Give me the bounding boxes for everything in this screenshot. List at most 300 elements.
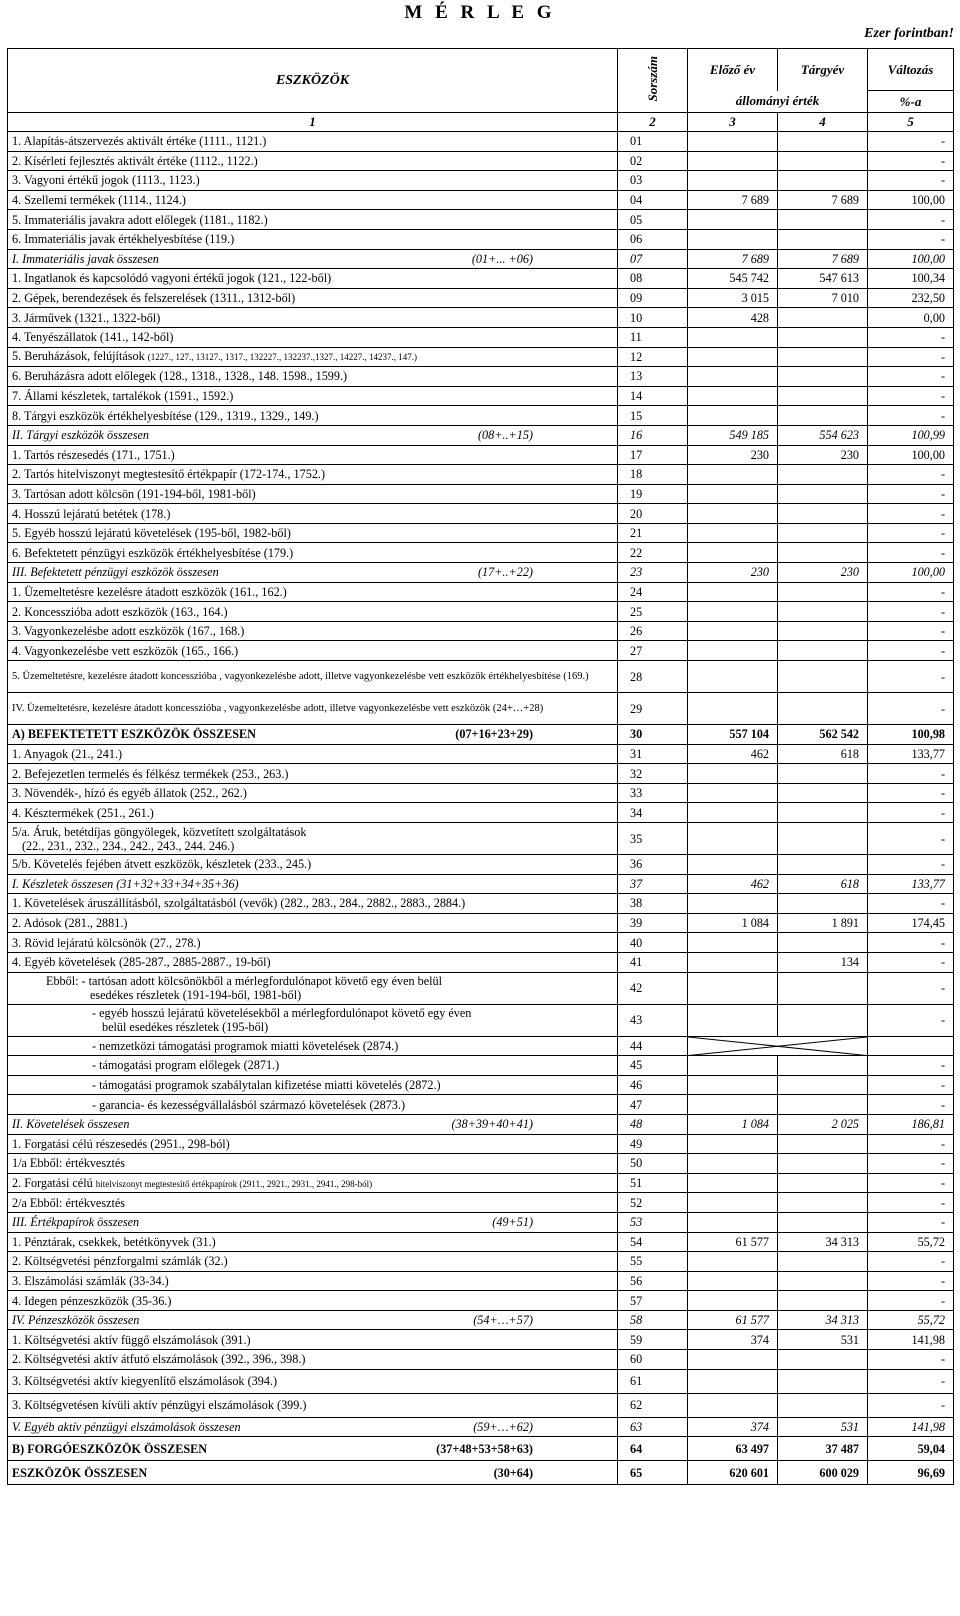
- table-row: [8, 725, 954, 745]
- change-percent: 141,98: [868, 1330, 954, 1350]
- row-label: 1/a Ebből: értékvesztés: [12, 1156, 126, 1171]
- prev-year-value: 1 084: [688, 1114, 778, 1134]
- row-label-cell: [8, 1271, 618, 1291]
- row-label-cell: [8, 874, 618, 894]
- row-label-cell: [8, 803, 618, 823]
- table-row: [8, 1369, 954, 1393]
- prev-year-value: 549 185: [688, 425, 778, 445]
- row-label: 2. Koncesszióba adott eszközök (163., 164.): [12, 604, 228, 619]
- row-label-cell: [8, 602, 618, 622]
- row-number: 61: [618, 1369, 688, 1393]
- change-percent: -: [868, 641, 954, 661]
- row-label: 2. Tartós hitelviszonyt megtestesítő értékpapír (172-174., 1752.): [12, 467, 326, 482]
- row-label: 5. Üzemeltetésre, kezelésre átadott koncesszióba , vagyonkezelésbe adott, illetve vagyonkezelésbe vett eszközök értékhelyesbítése (169.): [12, 670, 589, 682]
- row-label-cell: [8, 972, 618, 1004]
- row-formula: (08+..+15): [477, 428, 533, 443]
- table-row: [8, 764, 954, 784]
- row-label-cell: [8, 308, 618, 328]
- change-percent: -: [868, 1004, 954, 1036]
- table-row: [8, 1075, 954, 1095]
- table-row: [8, 406, 954, 426]
- current-year-value: [778, 933, 868, 953]
- table-row: [8, 874, 954, 894]
- row-label-cell: [8, 764, 618, 784]
- row-number: 27: [618, 641, 688, 661]
- row-label: 2. Költségvetési pénzforgalmi számlák (32.): [12, 1254, 228, 1269]
- current-year-value: [778, 894, 868, 914]
- row-number: 30: [618, 725, 688, 745]
- change-percent: -: [868, 1075, 954, 1095]
- row-label: 1. Üzemeltetésre kezelésre átadott eszközök (161., 162.): [12, 584, 287, 599]
- table-row: [8, 1154, 954, 1174]
- row-number: 57: [618, 1291, 688, 1311]
- table-row: [8, 1173, 954, 1193]
- table-row: [8, 1056, 954, 1076]
- prev-year-value: [688, 171, 778, 191]
- current-year-value: [778, 1154, 868, 1174]
- row-number: 47: [618, 1095, 688, 1115]
- row-label: 4. Hosszú lejáratú betétek (178.): [12, 506, 171, 521]
- current-year-value: [778, 1393, 868, 1417]
- current-year-value: 34 313: [778, 1232, 868, 1252]
- prev-year-value: 374: [688, 1417, 778, 1437]
- change-percent: -: [868, 693, 954, 725]
- row-label-cell: [8, 1461, 618, 1485]
- prev-year-value: 545 742: [688, 269, 778, 289]
- row-label-cell: [8, 484, 618, 504]
- table-row: [8, 543, 954, 563]
- row-label-cell: [8, 823, 618, 855]
- prev-year-value: [688, 602, 778, 622]
- prev-year-value: [688, 465, 778, 485]
- row-label-small: (1227., 127., 13127., 1317., 132227., 132237.,1327., 14227., 14237., 147.): [147, 352, 417, 363]
- prev-year-value: [688, 327, 778, 347]
- prev-year-value: [688, 543, 778, 563]
- table-row: [8, 1252, 954, 1272]
- prev-year-value: [688, 641, 778, 661]
- row-label-cell: [8, 347, 618, 367]
- current-year-value: [778, 1252, 868, 1272]
- table-row: [8, 933, 954, 953]
- change-percent: 186,81: [868, 1114, 954, 1134]
- change-percent: -: [868, 783, 954, 803]
- change-percent: -: [868, 151, 954, 171]
- change-percent: -: [868, 1134, 954, 1154]
- prev-year-value: [688, 1271, 778, 1291]
- change-percent: 100,34: [868, 269, 954, 289]
- row-label: I. Immateriális javak összesen: [12, 251, 159, 266]
- change-percent: -: [868, 484, 954, 504]
- current-year-value: [778, 641, 868, 661]
- table-row: [8, 465, 954, 485]
- row-number: 08: [618, 269, 688, 289]
- prev-year-value: [688, 661, 778, 693]
- row-label: 2. Kísérleti fejlesztés aktivált értéke (1112., 1122.): [12, 153, 258, 168]
- prev-year-value: 7 689: [688, 249, 778, 269]
- row-label: 3. Vagyoni értékű jogok (1113., 1123.): [12, 173, 200, 188]
- table-row: [8, 1437, 954, 1461]
- table-row: [8, 855, 954, 875]
- current-year-value: [778, 210, 868, 230]
- row-number: 07: [618, 249, 688, 269]
- prev-year-value: [688, 523, 778, 543]
- row-label-cell: [8, 269, 618, 289]
- row-label: I. Készletek összesen (31+32+33+34+35+36): [12, 876, 239, 891]
- change-percent: 55,72: [868, 1310, 954, 1330]
- row-label: 4. Vagyonkezelésbe vett eszközök (165., 166.): [12, 643, 239, 658]
- row-label: 6. Immateriális javak értékhelyesbítése (119.): [12, 232, 235, 247]
- prev-year-value: 61 577: [688, 1232, 778, 1252]
- change-percent: -: [868, 327, 954, 347]
- row-number: 42: [618, 972, 688, 1004]
- current-year-value: [778, 132, 868, 152]
- change-percent: [868, 1036, 954, 1056]
- row-label-cell: [8, 661, 618, 693]
- current-year-value: [778, 229, 868, 249]
- header-elozo-ev: Előző év: [688, 49, 778, 91]
- change-percent: -: [868, 386, 954, 406]
- row-label: 2. Befejezetlen termelés és félkész termékek (253., 263.): [12, 766, 289, 781]
- row-number: 02: [618, 151, 688, 171]
- current-year-value: [778, 972, 868, 1004]
- row-number: 54: [618, 1232, 688, 1252]
- row-label-cell: [8, 543, 618, 563]
- current-year-value: [778, 602, 868, 622]
- row-label-cell: [8, 563, 618, 583]
- row-number: 63: [618, 1417, 688, 1437]
- row-label-cell: [8, 523, 618, 543]
- change-percent: -: [868, 855, 954, 875]
- current-year-value: 37 487: [778, 1437, 868, 1461]
- row-label-cell: [8, 229, 618, 249]
- current-year-value: [778, 504, 868, 524]
- row-label: 3. Tartósan adott kölcsön (191-194-ből, 1981-ből): [12, 486, 256, 501]
- prev-year-value: [688, 1173, 778, 1193]
- row-label-cell: [8, 582, 618, 602]
- row-number: 19: [618, 484, 688, 504]
- row-label: 5. Egyéb hosszú lejáratú követelések (195-ből, 1982-ből): [12, 526, 291, 541]
- change-percent: -: [868, 1271, 954, 1291]
- current-year-value: [778, 1271, 868, 1291]
- row-label: 1. Pénztárak, csekkek, betétkönyvek (31.): [12, 1234, 216, 1249]
- row-label: 6. Befektetett pénzügyi eszközök értékhelyesbítése (179.): [12, 545, 294, 560]
- table-row: [8, 1271, 954, 1291]
- row-label: 1. Anyagok (21., 241.): [12, 746, 123, 761]
- row-label: 1. Ingatlanok és kapcsolódó vagyoni értékű jogok (121., 122-ből): [12, 271, 332, 286]
- row-label-cell: [8, 171, 618, 191]
- prev-year-value: [688, 1193, 778, 1213]
- row-number: 41: [618, 952, 688, 972]
- change-percent: -: [868, 1212, 954, 1232]
- row-label: - garancia- és kezességvállalásból származó követelések (2873.): [92, 1097, 406, 1112]
- row-number: 09: [618, 288, 688, 308]
- unit-note: Ezer forintban!: [864, 26, 954, 41]
- row-label: 1. Tartós részesedés (171., 1751.): [12, 447, 175, 462]
- row-label-cell: [8, 1310, 618, 1330]
- cross-mark-icon: [688, 1037, 867, 1056]
- row-number: 33: [618, 783, 688, 803]
- row-label: V. Egyéb aktív pénzügyi elszámolások összesen: [12, 1419, 241, 1434]
- change-percent: 100,00: [868, 190, 954, 210]
- row-label: 4. Késztermékek (251., 261.): [12, 805, 154, 820]
- prev-year-value: [688, 1154, 778, 1174]
- table-row: [8, 1212, 954, 1232]
- row-label: B) FORGÓESZKÖZÖK ÖSSZESEN: [12, 1441, 208, 1456]
- prev-year-value: [688, 386, 778, 406]
- current-year-value: 2 025: [778, 1114, 868, 1134]
- row-label-cell: [8, 1075, 618, 1095]
- table-row: [8, 445, 954, 465]
- header-num-4: 4: [778, 113, 868, 132]
- change-percent: -: [868, 1056, 954, 1076]
- table-row: [8, 1193, 954, 1213]
- prev-year-value: 462: [688, 874, 778, 894]
- current-year-value: [778, 406, 868, 426]
- change-percent: -: [868, 132, 954, 152]
- change-percent: 96,69: [868, 1461, 954, 1485]
- table-row: [8, 1330, 954, 1350]
- current-year-value: [778, 1056, 868, 1076]
- header-num-1: 1: [8, 113, 618, 132]
- row-label-cell: [8, 1232, 618, 1252]
- change-percent: -: [868, 1173, 954, 1193]
- row-number: 38: [618, 894, 688, 914]
- prev-year-value: 63 497: [688, 1437, 778, 1461]
- row-label: 3. Növendék-, hízó és egyéb állatok (252., 262.): [12, 786, 247, 801]
- prev-year-value: 230: [688, 445, 778, 465]
- current-year-value: [778, 803, 868, 823]
- table-row: [8, 1461, 954, 1485]
- change-percent: -: [868, 602, 954, 622]
- row-label: 4. Idegen pénzeszközök (35-36.): [12, 1293, 172, 1308]
- row-number: 14: [618, 386, 688, 406]
- prev-year-value: [688, 783, 778, 803]
- change-percent: 0,00: [868, 308, 954, 328]
- prev-year-value: [688, 693, 778, 725]
- row-number: 51: [618, 1173, 688, 1193]
- row-number: 62: [618, 1393, 688, 1417]
- row-number: 06: [618, 229, 688, 249]
- row-label-cell: [8, 1291, 618, 1311]
- table-row: [8, 269, 954, 289]
- row-label-cell: [8, 1173, 618, 1193]
- row-label: III. Befektetett pénzügyi eszközök összesen: [12, 565, 219, 580]
- table-row: [8, 327, 954, 347]
- current-year-value: [778, 764, 868, 784]
- row-label: 2/a Ebből: értékvesztés: [12, 1195, 126, 1210]
- row-number: 18: [618, 465, 688, 485]
- row-formula: (37+48+53+58+63): [436, 1441, 533, 1456]
- prev-year-value: [688, 1393, 778, 1417]
- header-sorszam-label: Sorszám: [644, 56, 660, 102]
- current-year-value: [778, 1173, 868, 1193]
- header-valtozas: Változás: [868, 49, 954, 91]
- header-num-2: 2: [618, 113, 688, 132]
- row-label-cell: [8, 1004, 618, 1036]
- change-percent: 100,00: [868, 563, 954, 583]
- table-row: [8, 288, 954, 308]
- table-row: [8, 1417, 954, 1437]
- row-label-cell: [8, 1350, 618, 1370]
- current-year-value: 554 623: [778, 425, 868, 445]
- current-year-value: 230: [778, 445, 868, 465]
- row-number: 17: [618, 445, 688, 465]
- row-formula: (07+16+23+29): [455, 727, 533, 742]
- row-label: 1. Forgatási célú részesedés (2951., 298-ból): [12, 1136, 230, 1151]
- current-year-value: [778, 465, 868, 485]
- change-percent: 59,04: [868, 1437, 954, 1461]
- header-eszkozok: ESZKÖZÖK: [8, 49, 618, 113]
- current-year-value: [778, 693, 868, 725]
- change-percent: -: [868, 543, 954, 563]
- prev-year-value: [688, 132, 778, 152]
- table-row: [8, 210, 954, 230]
- row-number: 58: [618, 1310, 688, 1330]
- row-label-cell: [8, 465, 618, 485]
- row-number: 37: [618, 874, 688, 894]
- row-number: 36: [618, 855, 688, 875]
- row-number: 05: [618, 210, 688, 230]
- current-year-value: [778, 347, 868, 367]
- current-year-value: [778, 367, 868, 387]
- change-percent: -: [868, 1393, 954, 1417]
- current-year-value: [778, 386, 868, 406]
- row-number: 01: [618, 132, 688, 152]
- table-row: [8, 1004, 954, 1036]
- prev-year-value: 557 104: [688, 725, 778, 745]
- row-number: 43: [618, 1004, 688, 1036]
- row-label: 1. Követelések áruszállításból, szolgáltatásból (vevők) (282., 283., 284., 2882., 2883., 2884.): [12, 896, 466, 911]
- table-row: [8, 563, 954, 583]
- row-label-cell: [8, 952, 618, 972]
- row-label-cell: [8, 1212, 618, 1232]
- prev-year-value: [688, 406, 778, 426]
- crossed-out-cell: [688, 1036, 868, 1056]
- row-label-cell: [8, 621, 618, 641]
- table-row: [8, 913, 954, 933]
- current-year-value: [778, 621, 868, 641]
- row-label-cell: [8, 504, 618, 524]
- row-number: 46: [618, 1075, 688, 1095]
- table-row: [8, 803, 954, 823]
- row-label-cell: [8, 1114, 618, 1134]
- row-label: Ebből: - tartósan adott kölcsönökből a mérlegfordulónapot követő egy éven belül: [46, 974, 442, 989]
- current-year-value: [778, 582, 868, 602]
- row-label-cell: [8, 725, 618, 745]
- table-row: [8, 523, 954, 543]
- header-percent: %-a: [868, 91, 954, 113]
- table-row: [8, 1232, 954, 1252]
- table-row: [8, 504, 954, 524]
- table-row: [8, 1350, 954, 1370]
- current-year-value: [778, 523, 868, 543]
- prev-year-value: [688, 1134, 778, 1154]
- table-row: [8, 582, 954, 602]
- row-label-cell: [8, 1417, 618, 1437]
- table-row: [8, 151, 954, 171]
- current-year-value: [778, 1212, 868, 1232]
- change-percent: -: [868, 764, 954, 784]
- change-percent: 55,72: [868, 1232, 954, 1252]
- change-percent: 133,77: [868, 744, 954, 764]
- row-label-cell: [8, 1056, 618, 1076]
- change-percent: -: [868, 504, 954, 524]
- change-percent: -: [868, 823, 954, 855]
- current-year-value: [778, 327, 868, 347]
- row-number: 10: [618, 308, 688, 328]
- change-percent: -: [868, 1193, 954, 1213]
- row-label: - támogatási programok szabálytalan kifizetése miatti követelés (2872.): [92, 1078, 441, 1093]
- row-number: 50: [618, 1154, 688, 1174]
- current-year-value: [778, 543, 868, 563]
- row-label: 5/a. Áruk, betétdíjas göngyölegek, közvetített szolgáltatások: [12, 824, 307, 839]
- table-row: [8, 308, 954, 328]
- row-label: 3. Elszámolási számlák (33-34.): [12, 1273, 169, 1288]
- row-label-cell: [8, 1252, 618, 1272]
- table-row: [8, 641, 954, 661]
- change-percent: -: [868, 523, 954, 543]
- table-row: [8, 952, 954, 972]
- change-percent: 141,98: [868, 1417, 954, 1437]
- row-label: III. Értékpapírok összesen: [12, 1215, 140, 1230]
- page-title: M É R L E G: [404, 2, 556, 23]
- row-number: 03: [618, 171, 688, 191]
- header-allomanyi-ertek: állományi érték: [688, 91, 868, 113]
- table-row: [8, 1310, 954, 1330]
- row-number: 32: [618, 764, 688, 784]
- table-row: [8, 894, 954, 914]
- table-row: [8, 744, 954, 764]
- change-percent: -: [868, 1369, 954, 1393]
- row-number: 11: [618, 327, 688, 347]
- current-year-value: [778, 484, 868, 504]
- prev-year-value: [688, 803, 778, 823]
- row-number: 25: [618, 602, 688, 622]
- change-percent: -: [868, 229, 954, 249]
- row-label-cell: [8, 783, 618, 803]
- row-label-cell: [8, 1393, 618, 1417]
- current-year-value: 531: [778, 1417, 868, 1437]
- prev-year-value: [688, 855, 778, 875]
- row-number: 21: [618, 523, 688, 543]
- row-label: 7. Állami készletek, tartalékok (1591., 1592.): [12, 389, 234, 404]
- current-year-value: 230: [778, 563, 868, 583]
- row-label: - egyéb hosszú lejáratú követelésekből a mérlegfordulónapot követő egy éven: [92, 1006, 472, 1021]
- row-number: 04: [618, 190, 688, 210]
- prev-year-value: 374: [688, 1330, 778, 1350]
- row-label: 5/b. Követelés fejében átvett eszközök, készletek (233., 245.): [12, 857, 312, 872]
- row-label: 2. Forgatási célú: [12, 1175, 93, 1190]
- change-percent: -: [868, 1154, 954, 1174]
- table-row: [8, 171, 954, 191]
- row-number: 40: [618, 933, 688, 953]
- prev-year-value: [688, 1350, 778, 1370]
- row-formula: (59+…+62): [473, 1419, 533, 1434]
- row-number: 34: [618, 803, 688, 823]
- change-percent: -: [868, 171, 954, 191]
- change-percent: -: [868, 1291, 954, 1311]
- row-label: IV. Üzemeltetésre, kezelésre átadott koncesszióba , vagyonkezelésbe adott, illetve vagyonkezelésbe vett eszközök (24+…+28): [12, 702, 544, 714]
- row-label-cell: [8, 894, 618, 914]
- current-year-value: 134: [778, 952, 868, 972]
- header-sorszam: [618, 49, 688, 113]
- row-number: 60: [618, 1350, 688, 1370]
- row-number: 48: [618, 1114, 688, 1134]
- row-label-cell: [8, 693, 618, 725]
- table-row: [8, 823, 954, 855]
- row-number: 31: [618, 744, 688, 764]
- row-label-cell: [8, 1036, 618, 1056]
